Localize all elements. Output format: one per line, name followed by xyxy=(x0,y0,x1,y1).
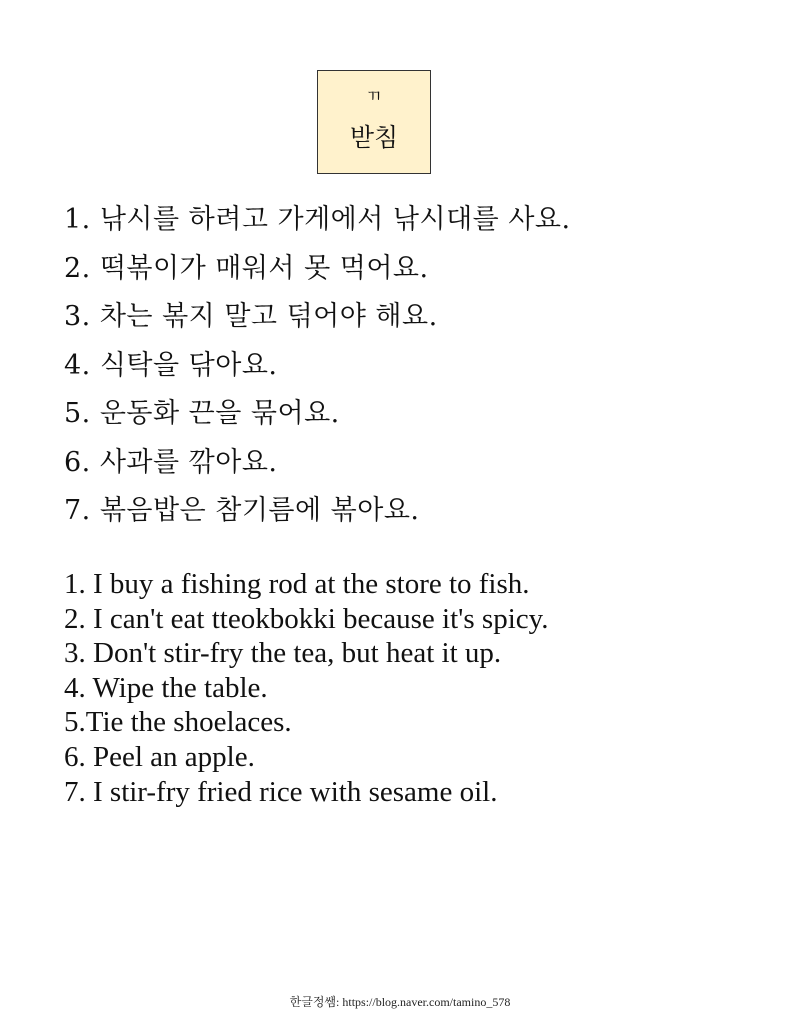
korean-sentence: 1. 낚시를 하려고 가게에서 낚시대를 사요. xyxy=(64,204,571,235)
footer-credit: 한글정쌤: https://blog.naver.com/tamino_578 xyxy=(289,995,511,1009)
korean-sentence-list xyxy=(64,196,571,536)
title-label: 받침 xyxy=(349,123,399,152)
english-sentence: 3. Don't stir-fry the tea, but heat it up. xyxy=(64,637,502,670)
title-box xyxy=(317,70,431,174)
english-sentence: 4. Wipe the table. xyxy=(64,671,268,704)
korean-sentence: 3. 차는 볶지 말고 덖어야 해요. xyxy=(64,301,438,332)
title-consonant: ㄲ xyxy=(365,87,383,107)
english-sentence: 1. I buy a fishing rod at the store to fish. xyxy=(64,568,530,600)
english-sentence: 7. I stir-fry fried rice with sesame oil. xyxy=(64,775,498,808)
english-sentence: 6. Peel an apple. xyxy=(64,740,255,773)
korean-sentence: 6. 사과를 깎아요. xyxy=(64,446,278,478)
english-sentence: 5.Tie the shoelaces. xyxy=(64,706,292,739)
korean-sentence: 7. 볶음밥은 참기름에 볶아요. xyxy=(64,495,420,526)
korean-sentence: 2. 떡볶이가 매워서 못 먹어요. xyxy=(64,252,429,284)
korean-sentence: 4. 식탁을 닦아요. xyxy=(64,349,278,381)
korean-sentence: 5. 운동화 끈을 묶어요. xyxy=(64,398,340,429)
english-sentence: 2. I can't eat tteokbokki because it's spicy. xyxy=(64,602,549,635)
english-sentence-list xyxy=(64,567,549,809)
